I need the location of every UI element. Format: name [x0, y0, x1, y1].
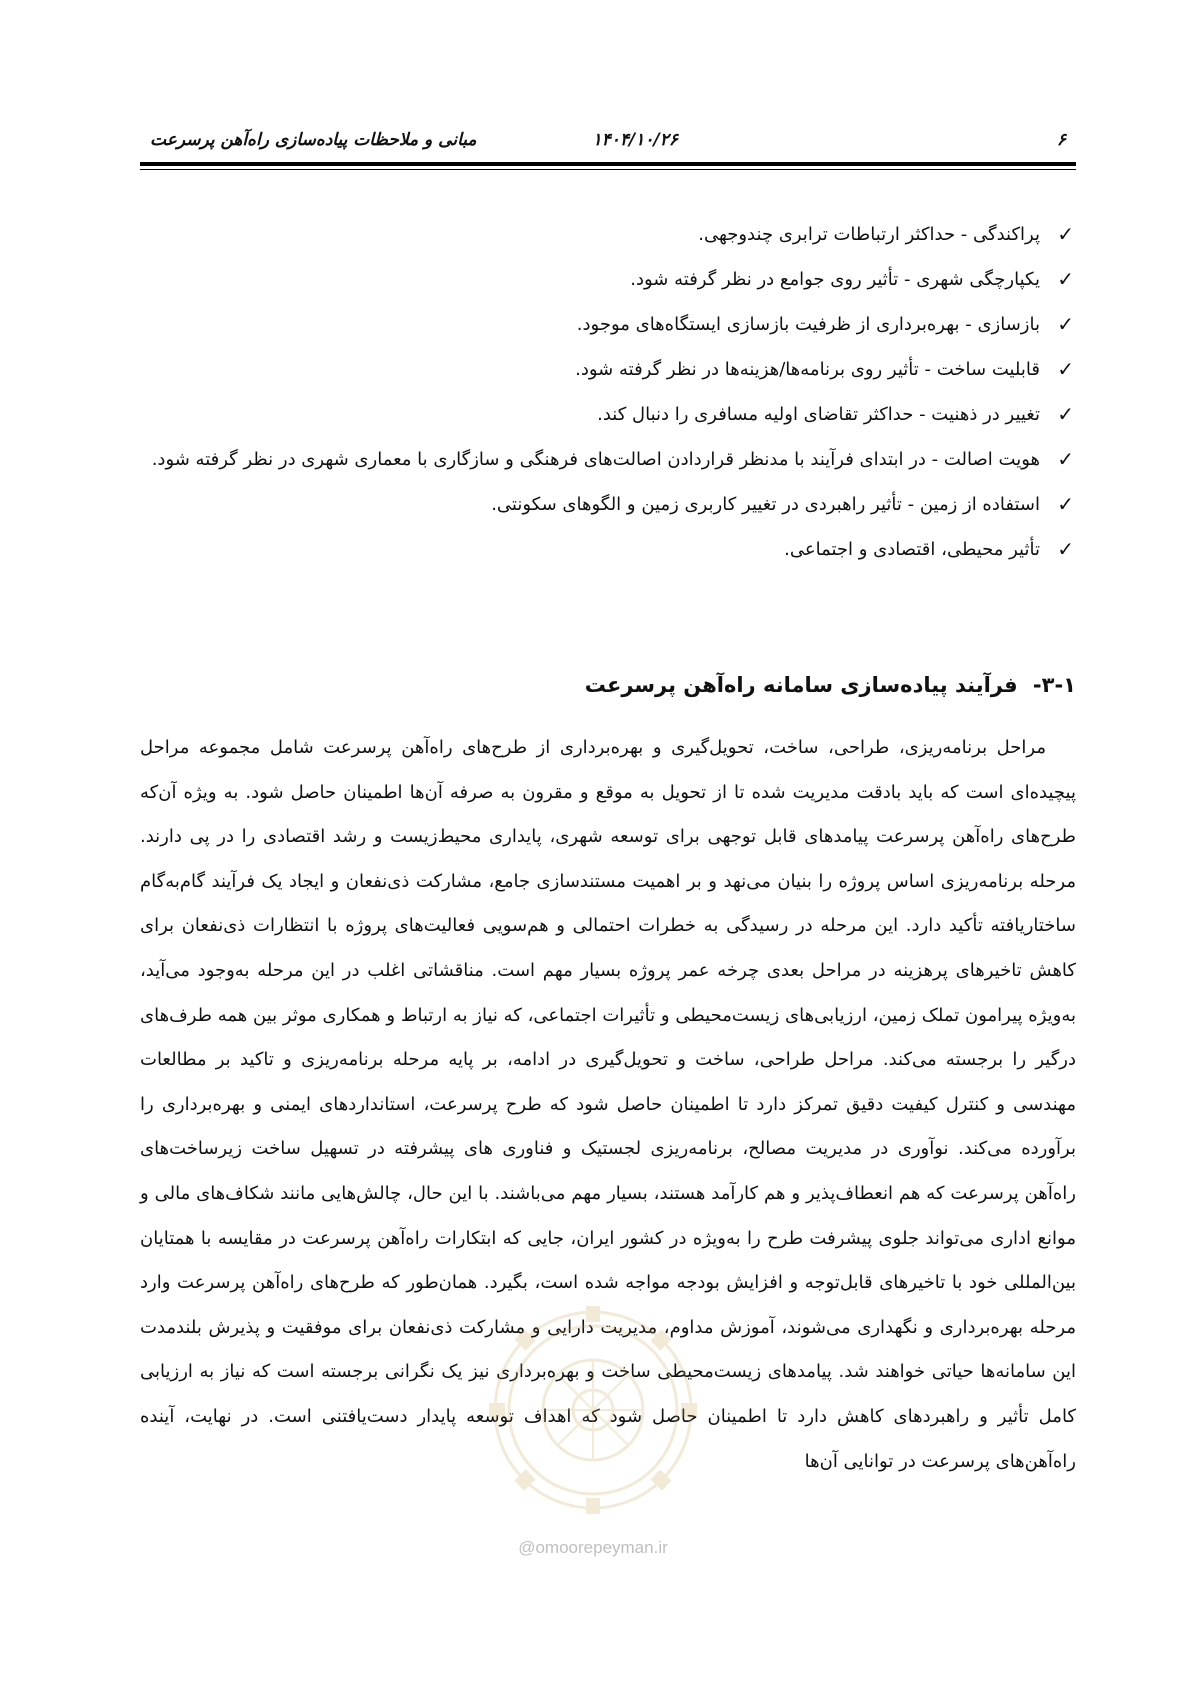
- checklist-item: ✓ تأثیر محیطی، اقتصادی و اجتماعی.: [140, 527, 1076, 572]
- checklist-item: ✓ هویت اصالت - در ابتدای فرآیند با مدنظر قراردادن اصالت‌های فرهنگی و سازگاری با معماری شهری در نظر گرفته شود.: [140, 437, 1076, 482]
- checkmark-icon: ✓: [1057, 537, 1074, 561]
- checklist-item: ✓ قابلیت ساخت - تأثیر روی برنامه‌ها/هزینه‌ها در نظر گرفته شود.: [140, 347, 1076, 392]
- checkmark-icon: ✓: [1057, 402, 1074, 426]
- section-number: ۳-۱-: [1032, 673, 1076, 697]
- checkmark-icon: ✓: [1057, 267, 1074, 291]
- checklist-item: ✓ پراکندگی - حداکثر ارتباطات ترابری چندوجهی.: [140, 212, 1076, 257]
- body-paragraph: مراحل برنامه‌ریزی، طراحی، ساخت، تحویل‌گیری و بهره‌برداری از طرح‌های راه‌آهن پرسرعت شامل مجموعه مراحل پیچیده‌ای است که باید بادقت مدیریت شده تا از تحویل به موقع و مقرون به صرفه آن‌ها اطمینان حاصل شود. به ویژه آن‌که طرح‌های راه‌آهن پرسرعت پیامدهای قابل توجهی برای توسعه شهری، پایداری محیط‌زیست و رشد اقتصادی را در پی دارند. مرحله برنامه‌ریزی اساس پروژه را بنیان می‌نهد و بر اهمیت مستندسازی جامع، مشارکت ذی‌نفعان و ایجاد یک فرآیند گام‌به‌گام ساختاریافته تأکید دارد. این مرحله در رسیدگی به خطرات احتمالی و هم‌سویی فعالیت‌های پروژه با انتظارات ذی‌نفعان برای کاهش تاخیرهای پرهزینه در مراحل بعدی چرخه عمر پروژه بسیار مهم است. مناقشاتی اغلب در این مرحله به‌وجود می‌آید، به‌ویژه پیرامون تملک زمین، ارزیابی‌های زیست‌محیطی و تأثیرات اجتماعی، که نیاز به ارتباط و همکاری موثر بین همه طرف‌های درگیر را برجسته می‌کند. مراحل طراحی، ساخت و تحویل‌گیری در ادامه، بر پایه مرحله برنامه‌ریزی و تاکید بر مطالعات مهندسی و کنترل کیفیت دقیق تمرکز دارد تا اطمینان حاصل شود که طرح پرسرعت، استانداردهای ایمنی و بهره‌برداری را برآورده می‌کند. نوآوری در مدیریت مصالح، برنامه‌ریزی لجستیک و فناوری های پیشرفته در تسهیل ساخت زیرساخت‌های راه‌آهن پرسرعت که هم انعطاف‌پذیر و هم کارآمد هستند، بسیار مهم می‌باشند. با این حال، چالش‌هایی مانند شکاف‌های مالی و موانع اداری می‌تواند جلوی پیشرفت طرح را به‌ویژه در کشور ایران، جایی که ابتکارات راه‌آهن پرسرعت در مقایسه با همتایان بین‌المللی خود با تاخیرهای قابل‌توجه و افزایش بودجه مواجه شده است، بگیرد. همان‌طور که طرح‌های راه‌آهن پرسرعت وارد مرحله بهره‌برداری و نگهداری می‌شوند، آموزش مداوم، مدیریت دارایی و مشارکت ذی‌نفعان برای موفقیت و پذیرش بلندمدت این سامانه‌ها حیاتی خواهند شد. پیامدهای زیست‌محیطی ساخت و بهره‌برداری نیز یک نگرانی برجسته است که نیاز به ارزیابی کامل تأثیر و راهبردهای کاهش دارد تا اطمینان حاصل شود که اهداف توسعه پایدار دست‌یافتنی است. در نهایت، آینده راه‌آهن‌های پرسرعت در توانایی آن‌ها: [140, 737, 1076, 1472]
- checkmark-icon: ✓: [1057, 447, 1074, 471]
- header-date: ۱۴۰۴/۱۰/۲۶: [592, 130, 678, 150]
- section-heading: [140, 668, 1076, 702]
- header-rule-thin: [140, 169, 1076, 170]
- checkmark-icon: ✓: [1057, 492, 1074, 516]
- criteria-checklist: [140, 212, 1076, 572]
- running-header: [140, 128, 1076, 158]
- section-title: فرآیند پیاده‌سازی سامانه راه‌آهن پرسرعت: [584, 673, 1018, 697]
- checkmark-icon: ✓: [1057, 222, 1074, 246]
- checkmark-icon: ✓: [1057, 312, 1074, 336]
- page-number: ۶: [1056, 130, 1066, 150]
- checklist-item: ✓ یکپارچگی شهری - تأثیر روی جوامع در نظر گرفته شود.: [140, 257, 1076, 302]
- checklist-item: ✓ استفاده از زمین - تأثیر راهبردی در تغییر کاربری زمین و الگوهای سکونتی.: [140, 482, 1076, 527]
- checkmark-icon: ✓: [1057, 357, 1074, 381]
- checklist-item: ✓ بازسازی - بهره‌برداری از ظرفیت بازسازی ایستگاه‌های موجود.: [140, 302, 1076, 347]
- header-rule: [140, 162, 1076, 166]
- header-title: مبانی و ملاحظات پیاده‌سازی راه‌آهن پرسرعت: [150, 130, 477, 150]
- watermark-text: @omoorepeyman.ir: [518, 1538, 668, 1557]
- checklist-item: ✓ تغییر در ذهنیت - حداکثر تقاضای اولیه مسافری را دنبال کند.: [140, 392, 1076, 437]
